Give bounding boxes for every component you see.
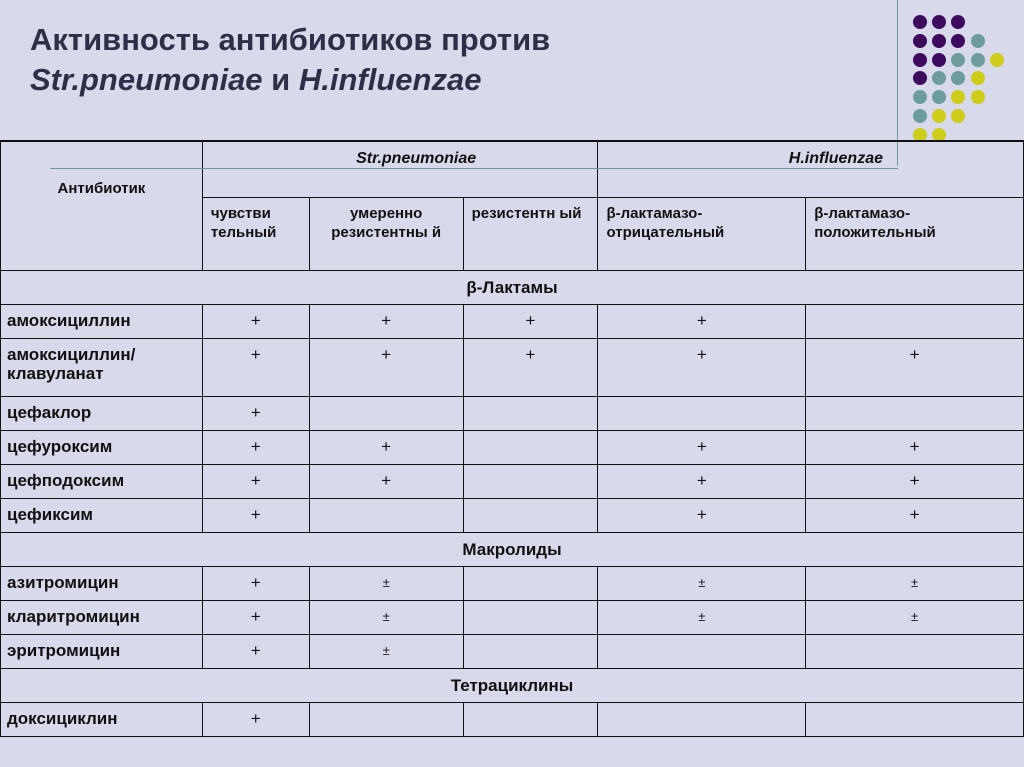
activity-mark bbox=[463, 600, 598, 634]
subheader: β-лактамазо-отрицательный bbox=[598, 197, 806, 270]
activity-mark: + bbox=[202, 498, 309, 532]
decor-dot bbox=[932, 15, 946, 29]
decor-dot bbox=[951, 71, 965, 85]
drug-name: цефподоксим bbox=[1, 464, 203, 498]
antibiotic-table bbox=[0, 140, 1024, 737]
subheader: резистентн ый bbox=[463, 197, 598, 270]
decor-dot bbox=[951, 53, 965, 67]
decor-dot bbox=[932, 34, 946, 48]
table-row bbox=[1, 634, 1024, 668]
section-row bbox=[1, 532, 1024, 566]
drug-name: кларитромицин bbox=[1, 600, 203, 634]
species-2: H.influenzae bbox=[298, 62, 482, 97]
section-title: Макролиды bbox=[1, 532, 1024, 566]
table-row bbox=[1, 566, 1024, 600]
decor-dot bbox=[971, 53, 985, 67]
table-row bbox=[1, 396, 1024, 430]
activity-mark: + bbox=[463, 338, 598, 396]
subheader: β-лактамазо-положительный bbox=[806, 197, 1024, 270]
activity-mark: ± bbox=[806, 566, 1024, 600]
drug-name: цефиксим bbox=[1, 498, 203, 532]
title-conj: и bbox=[271, 62, 291, 97]
section-title: Тетрациклины bbox=[1, 668, 1024, 702]
decor-dot bbox=[951, 34, 965, 48]
activity-mark bbox=[463, 702, 598, 736]
decor-horizontal-line bbox=[50, 168, 898, 169]
section-row bbox=[1, 270, 1024, 304]
activity-mark: ± bbox=[309, 566, 463, 600]
activity-mark bbox=[309, 702, 463, 736]
activity-mark: ± bbox=[806, 600, 1024, 634]
decor-dot bbox=[971, 71, 985, 85]
activity-mark: + bbox=[309, 464, 463, 498]
section-title: β-Лактамы bbox=[1, 270, 1024, 304]
activity-mark: ± bbox=[309, 600, 463, 634]
activity-mark: + bbox=[309, 430, 463, 464]
subheader: умеренно резистентны й bbox=[309, 197, 463, 270]
decor-dot bbox=[913, 71, 927, 85]
decor-dot bbox=[913, 90, 927, 104]
drug-name: цефаклор bbox=[1, 396, 203, 430]
decor-dot bbox=[932, 53, 946, 67]
decor-dot bbox=[913, 53, 927, 67]
activity-mark bbox=[463, 566, 598, 600]
header-group-str: Str.pneumoniae bbox=[202, 141, 598, 197]
activity-mark bbox=[463, 498, 598, 532]
table-row bbox=[1, 338, 1024, 396]
activity-mark: + bbox=[202, 338, 309, 396]
activity-mark bbox=[806, 396, 1024, 430]
activity-mark: + bbox=[806, 338, 1024, 396]
activity-mark: + bbox=[598, 430, 806, 464]
decor-dot bbox=[951, 90, 965, 104]
table-row bbox=[1, 600, 1024, 634]
activity-mark: + bbox=[202, 600, 309, 634]
activity-mark: + bbox=[202, 304, 309, 338]
activity-mark: + bbox=[598, 304, 806, 338]
drug-name: амоксициллин/ клавуланат bbox=[1, 338, 203, 396]
drug-name: эритромицин bbox=[1, 634, 203, 668]
table-row bbox=[1, 464, 1024, 498]
section-row bbox=[1, 668, 1024, 702]
header-group-hinf: H.influenzae bbox=[598, 141, 1024, 197]
activity-mark bbox=[463, 430, 598, 464]
activity-mark bbox=[598, 702, 806, 736]
activity-mark bbox=[598, 396, 806, 430]
drug-name: азитромицин bbox=[1, 566, 203, 600]
activity-mark: + bbox=[806, 430, 1024, 464]
activity-mark: + bbox=[598, 464, 806, 498]
activity-mark bbox=[463, 464, 598, 498]
decor-dot bbox=[913, 15, 927, 29]
activity-mark: + bbox=[202, 396, 309, 430]
activity-mark bbox=[806, 304, 1024, 338]
activity-mark: + bbox=[202, 634, 309, 668]
title-line2 bbox=[30, 60, 550, 100]
activity-mark: + bbox=[598, 498, 806, 532]
activity-mark bbox=[806, 702, 1024, 736]
activity-mark bbox=[309, 396, 463, 430]
header-antibiotic: Антибиотик bbox=[1, 141, 203, 270]
decor-dot bbox=[990, 53, 1004, 67]
activity-mark bbox=[598, 634, 806, 668]
table-row bbox=[1, 702, 1024, 736]
decor-dot bbox=[913, 34, 927, 48]
activity-mark: + bbox=[463, 304, 598, 338]
activity-mark bbox=[806, 634, 1024, 668]
decor-dot bbox=[913, 109, 927, 123]
activity-mark: + bbox=[806, 498, 1024, 532]
decor-dot bbox=[932, 109, 946, 123]
species-1: Str.pneumoniae bbox=[30, 62, 263, 97]
activity-mark bbox=[309, 498, 463, 532]
decor-dot bbox=[951, 109, 965, 123]
decor-dot bbox=[932, 71, 946, 85]
activity-mark: + bbox=[309, 338, 463, 396]
activity-mark bbox=[463, 634, 598, 668]
table-row bbox=[1, 430, 1024, 464]
decor-dot bbox=[971, 90, 985, 104]
decor-dot bbox=[932, 90, 946, 104]
title-line1: Активность антибиотиков против bbox=[30, 22, 551, 57]
decor-dot bbox=[971, 34, 985, 48]
table-row bbox=[1, 304, 1024, 338]
activity-mark: + bbox=[202, 566, 309, 600]
activity-mark: + bbox=[806, 464, 1024, 498]
drug-name: амоксициллин bbox=[1, 304, 203, 338]
activity-mark: + bbox=[309, 304, 463, 338]
activity-mark: + bbox=[202, 464, 309, 498]
activity-mark: ± bbox=[598, 566, 806, 600]
subheader: чувстви тельный bbox=[202, 197, 309, 270]
decor-dot bbox=[951, 15, 965, 29]
activity-mark: ± bbox=[309, 634, 463, 668]
activity-mark: + bbox=[598, 338, 806, 396]
slide-title bbox=[30, 20, 550, 100]
activity-mark: ± bbox=[598, 600, 806, 634]
drug-name: цефуроксим bbox=[1, 430, 203, 464]
drug-name: доксициклин bbox=[1, 702, 203, 736]
activity-mark: + bbox=[202, 702, 309, 736]
activity-mark: + bbox=[202, 430, 309, 464]
table-row bbox=[1, 498, 1024, 532]
activity-mark bbox=[463, 396, 598, 430]
